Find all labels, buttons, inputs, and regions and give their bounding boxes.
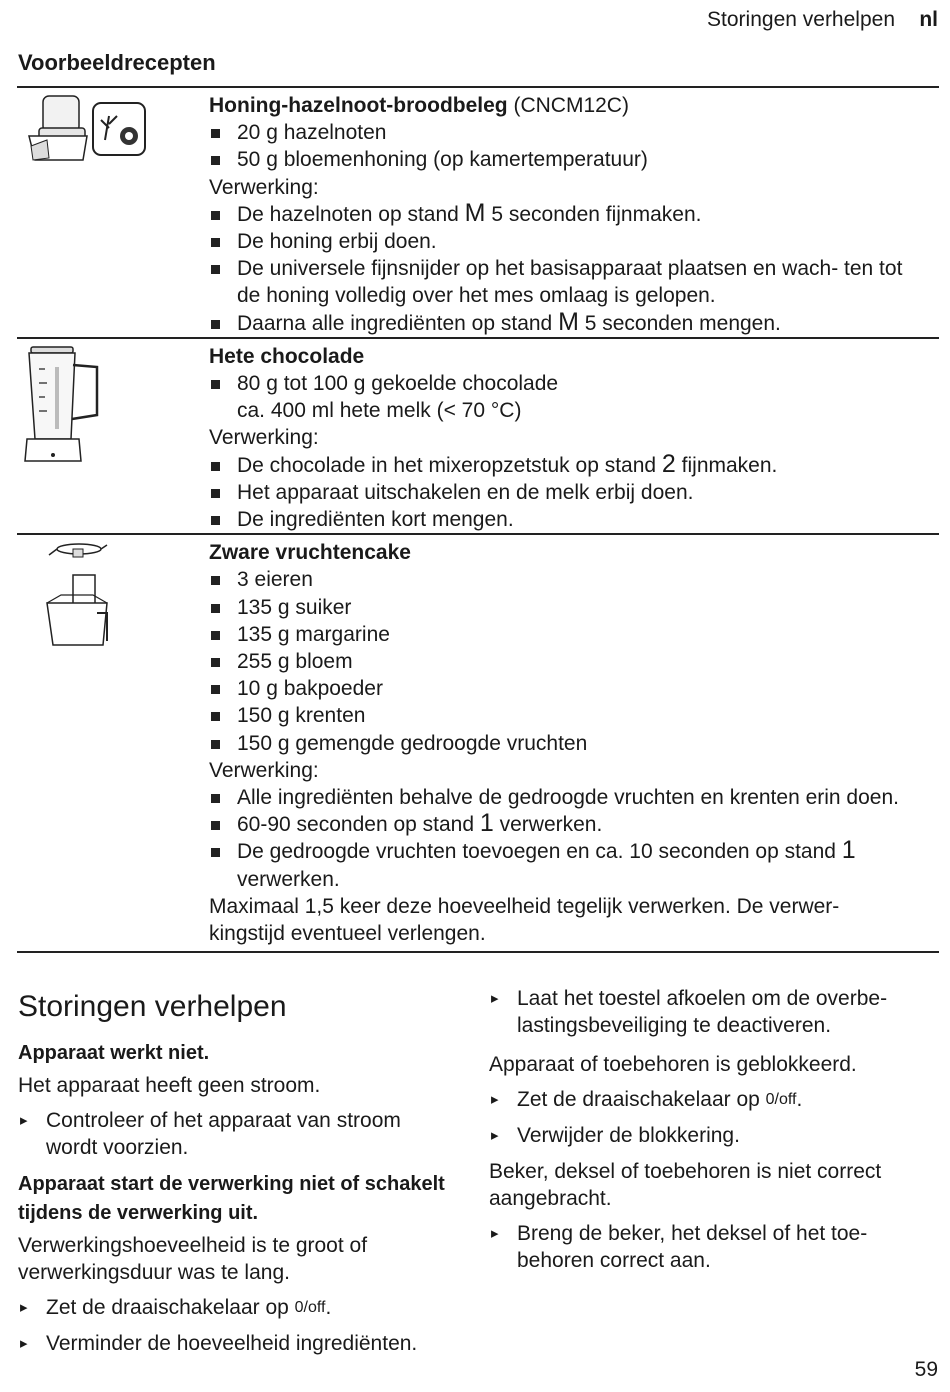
page-number: 59 — [914, 1358, 938, 1381]
step-item: De chocolade in het mixeropzetstuk op stand 2 fijnmaken. — [209, 452, 911, 479]
troubleshooting-title: Storingen verhelpen — [18, 990, 287, 1023]
ingredient-item: 80 g tot 100 g gekoelde chocolade ca. 400 ml hete melk (< 70 °C) — [209, 370, 911, 424]
ingredient-item: 50 g bloemenhoning (op kamertemperatuur) — [209, 146, 911, 173]
setting-symbol: M — [464, 198, 486, 227]
processing-label: Verwerking: — [209, 175, 319, 199]
troubleshooting-right-column — [489, 985, 934, 1283]
step-item: De honing erbij doen. — [209, 228, 911, 255]
running-header-title: Storingen verhelpen — [707, 8, 895, 31]
cause-text: Het apparaat heeft geen stroom. — [18, 1074, 321, 1097]
step-item: De gedroogde vruchten toevoegen en ca. 10 seconden op stand 1 verwerken. — [209, 838, 911, 892]
chopper-icon — [17, 88, 209, 168]
ingredient-item: 150 g krenten — [209, 702, 911, 729]
troubleshooting-left-column — [18, 985, 458, 1366]
remedy-item: ▸ Controleer of het apparaat van stroom wordt voorzien. — [18, 1107, 458, 1161]
step-item: Daarna alle ingrediënten op stand M 5 seconden mengen. — [209, 310, 911, 337]
ingredient-item: 10 g bakpoeder — [209, 675, 911, 702]
cause-text: Verwerkingshoeveelheid is te groot of verwerkingsduur was te lang. — [18, 1234, 368, 1284]
ingredient-item: 20 g hazelnoten — [209, 119, 911, 146]
problem-heading: Apparaat start de verwerking niet of schakelt tijdens de verwerking uit. — [18, 1173, 445, 1224]
section-title: Voorbeeldrecepten — [18, 50, 216, 75]
remedy-item: ▸ Breng de beker, het deksel of het toe- behoren correct aan. — [489, 1220, 934, 1274]
table-end-rule — [17, 951, 939, 953]
processing-label: Verwerking: — [209, 426, 319, 450]
recipe-note: Maximaal 1,5 keer deze hoeveelheid tegelijk verwerken. De verwer- kingstijd eventueel verlengen. — [209, 894, 840, 946]
blender-jug-icon — [17, 339, 209, 469]
ingredient-item: 135 g margarine — [209, 621, 911, 648]
blender-illustration — [17, 339, 209, 533]
recipe-honey-hazelnut — [17, 86, 939, 337]
setting-symbol: 1 — [479, 809, 494, 838]
setting-symbol: 2 — [661, 449, 676, 478]
ingredient-item: 150 g gemengde gedroogde vruchten — [209, 730, 911, 757]
setting-symbol: 1 — [841, 836, 856, 865]
mixing-bowl-icon — [17, 535, 209, 655]
recipe-fruit-cake — [17, 533, 939, 951]
problem-heading: Apparaat werkt niet. — [18, 1042, 210, 1064]
chopper-attachment-illustration — [17, 88, 209, 337]
cause-text: Beker, deksel of toebehoren is niet correct aangebracht. — [489, 1160, 882, 1210]
remedy-item: ▸ Verwijder de blokkering. — [489, 1122, 934, 1149]
recipe-hot-chocolate — [17, 337, 939, 533]
ingredient-item: 255 g bloem — [209, 648, 911, 675]
step-item: Het apparaat uitschakelen en de melk erbij doen. — [209, 479, 911, 506]
setting-symbol: M — [558, 307, 579, 336]
remedy-item: ▸ Laat het toestel afkoelen om de overbe- lastingsbeveiliging te deactiveren. — [489, 985, 934, 1039]
ingredient-item: 135 g suiker — [209, 594, 911, 621]
cause-text: Apparaat of toebehoren is geblokkeerd. — [489, 1053, 857, 1076]
step-item: De universele fijnsnijder op het basisapparaat plaatsen en wach- ten tot de honing volledig over het mes omlaag is gelopen. — [209, 255, 911, 309]
remedy-item: ▸ Verminder de hoeveelheid ingrediënten. — [18, 1330, 458, 1357]
step-item: De hazelnoten op stand M 5 seconden fijnmaken. — [209, 201, 911, 228]
processing-label: Verwerking: — [209, 758, 319, 782]
recipe-title: Hete chocolade — [209, 344, 365, 368]
language-code: nl — [919, 8, 938, 31]
recipe-table — [17, 86, 939, 953]
ingredient-item: 3 eieren — [209, 566, 911, 593]
remedy-item: ▸ Zet de draaischakelaar op 0/off. — [489, 1086, 934, 1113]
off-symbol: 0/off — [765, 1091, 797, 1108]
recipe-title: Honing-hazelnoot-broodbeleg (CNCM12C) — [209, 94, 629, 117]
off-symbol: 0/off — [294, 1299, 326, 1316]
food-processor-illustration — [17, 535, 209, 951]
recipe-title: Zware vruchtencake — [209, 541, 411, 565]
step-item: 60-90 seconden op stand 1 verwerken. — [209, 811, 911, 838]
step-item: De ingrediënten kort mengen. — [209, 506, 911, 533]
step-item: Alle ingrediënten behalve de gedroogde vruchten en krenten erin doen. — [209, 784, 911, 811]
remedy-item: ▸ Zet de draaischakelaar op 0/off. — [18, 1294, 458, 1321]
